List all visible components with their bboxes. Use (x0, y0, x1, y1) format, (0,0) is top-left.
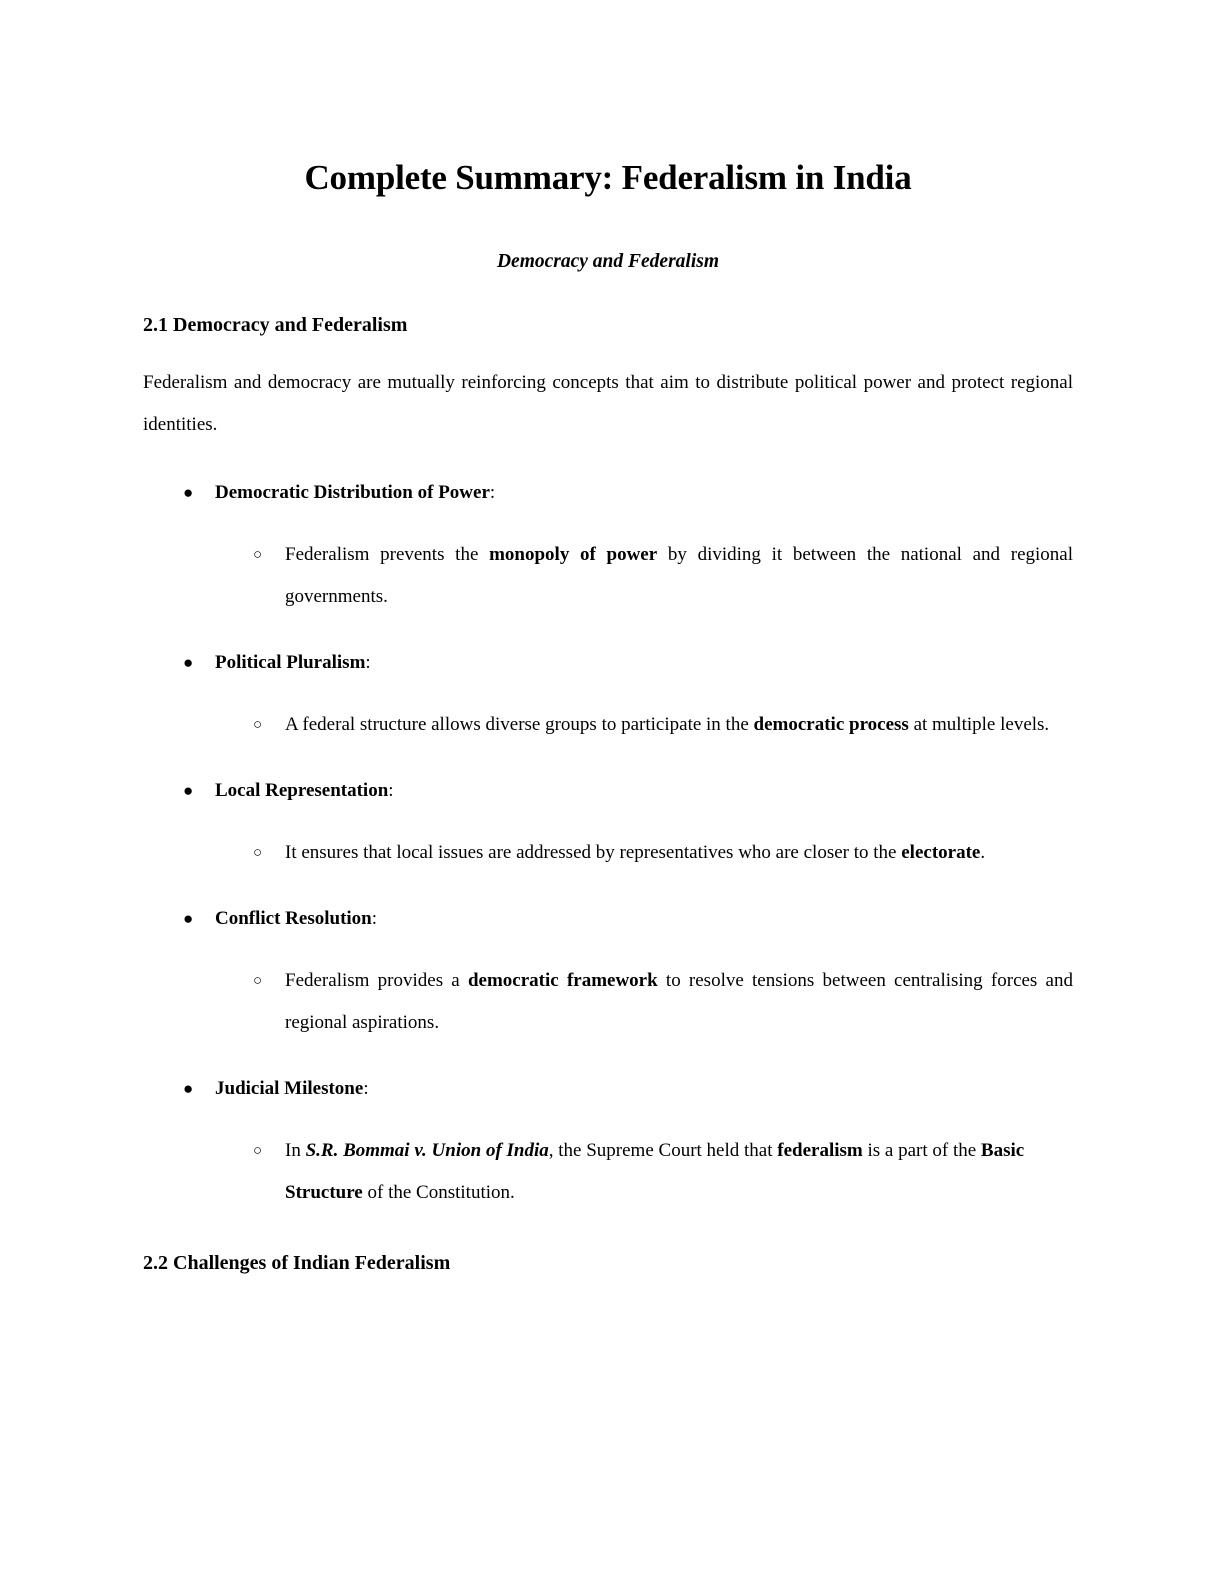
sub-bullet-circle-icon: ○ (253, 1143, 263, 1160)
bullet-label-text: Judicial Milestone (215, 1078, 364, 1100)
bullet-label-text: Political Pluralism (215, 652, 366, 674)
page-title: Complete Summary: Federalism in India (304, 158, 912, 197)
bullet-label (215, 472, 1073, 514)
document-content (143, 0, 1073, 1278)
sub-bullet-list (215, 704, 1073, 746)
bullet-label-colon: : (371, 908, 378, 930)
list-item (143, 1068, 1073, 1214)
text-run: Federalism provides a (285, 970, 468, 992)
document-subtitle: Democracy and Federalism (496, 250, 720, 272)
list-item (143, 770, 1073, 874)
sub-bullet-text (285, 1130, 1073, 1214)
text-run-case-name: S.R. Bommai v. Union of India (305, 1140, 549, 1162)
list-item (215, 832, 1073, 874)
bullet-disc-icon: ● (183, 653, 194, 673)
list-item (215, 534, 1073, 618)
sub-bullet-circle-icon: ○ (253, 547, 263, 564)
list-item (215, 704, 1073, 746)
list-item (215, 1130, 1073, 1214)
sub-bullet-circle-icon: ○ (253, 973, 263, 990)
text-run: at multiple levels. (908, 714, 1050, 736)
text-run: of the Constitution. (362, 1182, 515, 1204)
sub-bullet-text (285, 960, 1073, 1044)
section-heading-2-2: 2.2 Challenges of Indian Federalism (143, 1252, 451, 1275)
bullet-label-colon: : (489, 482, 496, 504)
text-run: Federalism prevents the (285, 544, 490, 566)
text-run: A federal structure allows diverse groups to participate in the (285, 714, 754, 736)
bullet-label-colon: : (388, 780, 394, 802)
bullet-label (215, 770, 1073, 812)
bullet-disc-icon: ● (183, 483, 194, 503)
text-run: is a part of the (862, 1140, 981, 1162)
text-run-bold: monopoly of power (489, 544, 658, 566)
list-item (143, 472, 1073, 618)
list-item (143, 898, 1073, 1044)
bullet-label-text: Democratic Distribution of Power (215, 482, 490, 504)
text-run-bold: Basic Structure (285, 1140, 1025, 1204)
sub-bullet-text (285, 832, 1073, 874)
bullet-disc-icon: ● (183, 909, 194, 929)
bullet-list (143, 472, 1073, 1214)
sub-bullet-circle-icon: ○ (253, 717, 263, 734)
sub-bullet-list (215, 832, 1073, 874)
sub-bullet-list (215, 960, 1073, 1044)
text-run: to resolve tensions between centralising forces and regional aspirations. (285, 970, 1073, 1034)
bullet-label-text: Local Representation (215, 780, 389, 802)
bullet-disc-icon: ● (183, 1079, 194, 1099)
list-item (215, 960, 1073, 1044)
text-run: In (285, 1140, 306, 1162)
bullet-label (215, 642, 1073, 684)
sub-bullet-list (215, 1130, 1073, 1214)
bullet-label (215, 1068, 1073, 1110)
sub-bullet-text (285, 704, 1073, 746)
bullet-label (215, 898, 1073, 940)
text-run: It ensures that local issues are addressed by representatives who are closer to the (285, 842, 902, 864)
text-run: by dividing it between the national and regional governments. (285, 544, 1073, 608)
bullet-disc-icon: ● (183, 781, 194, 801)
text-run-bold: democratic process (753, 714, 909, 736)
sub-bullet-text (285, 534, 1073, 618)
text-run-bold: electorate (901, 842, 981, 864)
text-run: , the Supreme Court held that (548, 1140, 778, 1162)
text-run: . (980, 842, 986, 864)
text-run-bold: federalism (777, 1140, 863, 1162)
text-run-bold: democratic framework (467, 970, 658, 992)
bullet-label-colon: : (365, 652, 371, 674)
list-item (143, 642, 1073, 746)
section-heading-2-1: 2.1 Democracy and Federalism (143, 314, 408, 337)
bullet-label-text: Conflict Resolution (215, 908, 372, 930)
bullet-label-colon: : (363, 1078, 369, 1100)
section-intro-paragraph: Federalism and democracy are mutually reinforcing concepts that aim to distribute political power and protect regional identities. (143, 372, 1073, 436)
sub-bullet-circle-icon: ○ (253, 845, 263, 862)
sub-bullet-list (215, 534, 1073, 618)
